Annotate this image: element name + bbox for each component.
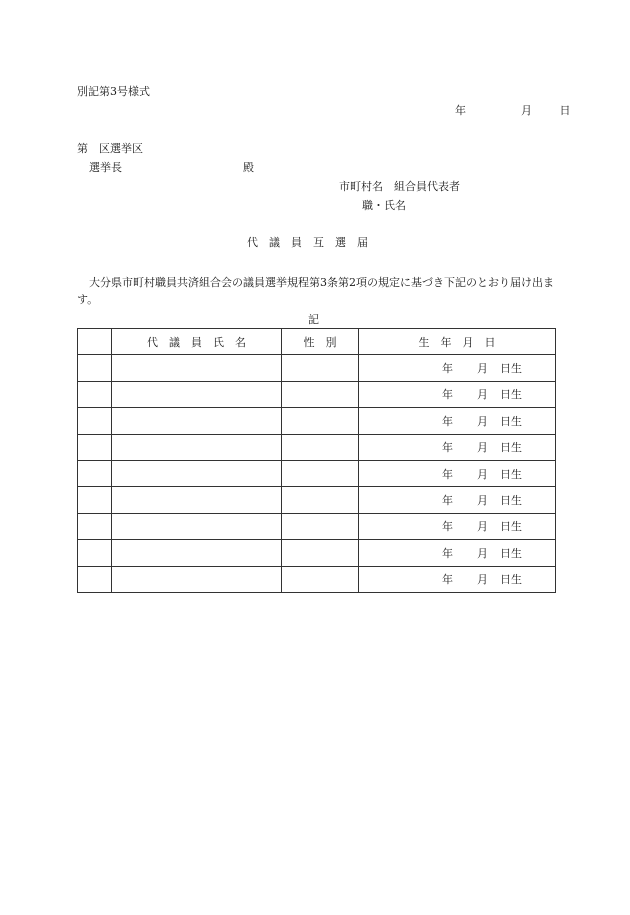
birthdate-cell[interactable] xyxy=(359,566,556,592)
dob-year-label: 年 xyxy=(442,362,453,376)
birthdate-cell[interactable] xyxy=(359,487,556,513)
sex-cell[interactable] xyxy=(282,408,359,434)
dob-day-label: 日生 xyxy=(500,546,522,560)
sex-cell[interactable] xyxy=(282,355,359,381)
dob-month-label: 月 xyxy=(477,546,488,560)
honorific-label: 殿 xyxy=(243,161,254,174)
dob-day-label: 日生 xyxy=(500,494,522,508)
sex-cell[interactable] xyxy=(282,460,359,486)
birthdate-cell[interactable] xyxy=(359,460,556,486)
dob-month-label: 月 xyxy=(477,467,488,481)
row-number-cell[interactable] xyxy=(78,513,112,539)
dob-month-label: 月 xyxy=(477,388,488,402)
table-row xyxy=(78,434,556,460)
dob-day-label: 日生 xyxy=(500,467,522,481)
sex-cell[interactable] xyxy=(282,381,359,407)
row-number-cell[interactable] xyxy=(78,566,112,592)
dob-year-label: 年 xyxy=(442,414,453,428)
delegate-name-cell[interactable] xyxy=(112,513,282,539)
header-sex: 性 別 xyxy=(282,329,359,355)
form-number-label: 別記第3号様式 xyxy=(77,85,150,98)
delegate-name-cell[interactable] xyxy=(112,460,282,486)
header-delegate-name: 代 議 員 氏 名 xyxy=(112,329,282,355)
sex-cell[interactable] xyxy=(282,434,359,460)
ki-marker: 記 xyxy=(308,313,319,326)
date-month-label: 月 xyxy=(521,104,532,117)
dob-month-label: 月 xyxy=(477,573,488,587)
dob-year-label: 年 xyxy=(442,520,453,534)
table-row xyxy=(78,381,556,407)
dob-month-label: 月 xyxy=(477,362,488,376)
row-number-cell[interactable] xyxy=(78,355,112,381)
row-number-cell[interactable] xyxy=(78,381,112,407)
birthdate-cell[interactable] xyxy=(359,540,556,566)
delegate-name-cell[interactable] xyxy=(112,540,282,566)
dob-day-label: 日生 xyxy=(500,573,522,587)
header-no xyxy=(78,329,112,355)
dob-year-label: 年 xyxy=(442,573,453,587)
dob-month-label: 月 xyxy=(477,441,488,455)
delegate-name-cell[interactable] xyxy=(112,566,282,592)
document-title: 代 議 員 互 選 届 xyxy=(247,236,368,249)
dob-month-label: 月 xyxy=(477,494,488,508)
delegate-name-cell[interactable] xyxy=(112,408,282,434)
dob-day-label: 日生 xyxy=(500,362,522,376)
row-number-cell[interactable] xyxy=(78,434,112,460)
dob-month-label: 月 xyxy=(477,414,488,428)
dob-day-label: 日生 xyxy=(500,414,522,428)
table-row xyxy=(78,460,556,486)
row-number-cell[interactable] xyxy=(78,408,112,434)
delegate-name-cell[interactable] xyxy=(112,487,282,513)
birthdate-cell[interactable] xyxy=(359,408,556,434)
delegate-name-cell[interactable] xyxy=(112,381,282,407)
dob-year-label: 年 xyxy=(442,441,453,455)
sender-municipality: 市町村名 組合員代表者 xyxy=(339,180,460,193)
row-number-cell[interactable] xyxy=(78,487,112,513)
election-district: 第 区選挙区 xyxy=(77,142,143,155)
dob-day-label: 日生 xyxy=(500,441,522,455)
row-number-cell[interactable] xyxy=(78,540,112,566)
birthdate-cell[interactable] xyxy=(359,434,556,460)
dob-day-label: 日生 xyxy=(500,520,522,534)
dob-year-label: 年 xyxy=(442,467,453,481)
birthdate-cell[interactable] xyxy=(359,513,556,539)
dob-day-label: 日生 xyxy=(500,388,522,402)
dob-year-label: 年 xyxy=(442,494,453,508)
table-header-row xyxy=(78,329,556,355)
table-row xyxy=(78,487,556,513)
table-row xyxy=(78,355,556,381)
delegate-name-cell[interactable] xyxy=(112,355,282,381)
delegate-name-cell[interactable] xyxy=(112,434,282,460)
submission-date xyxy=(455,104,571,118)
sex-cell[interactable] xyxy=(282,487,359,513)
row-number-cell[interactable] xyxy=(78,460,112,486)
sex-cell[interactable] xyxy=(282,566,359,592)
date-year-label: 年 xyxy=(455,104,466,117)
date-day-label: 日 xyxy=(559,104,571,117)
header-birthdate: 生 年 月 日 xyxy=(359,329,556,355)
sex-cell[interactable] xyxy=(282,513,359,539)
table-row xyxy=(78,566,556,592)
birthdate-cell[interactable] xyxy=(359,381,556,407)
table-row xyxy=(78,540,556,566)
delegate-table xyxy=(77,328,556,593)
dob-month-label: 月 xyxy=(477,520,488,534)
sender-title-name: 職・氏名 xyxy=(362,199,406,212)
dob-year-label: 年 xyxy=(442,388,453,402)
table-row xyxy=(78,513,556,539)
table-row xyxy=(78,408,556,434)
sex-cell[interactable] xyxy=(282,540,359,566)
election-chief-label: 選挙長 xyxy=(89,161,122,174)
dob-year-label: 年 xyxy=(442,546,453,560)
birthdate-cell[interactable] xyxy=(359,355,556,381)
body-paragraph: 大分県市町村職員共済組合会の議員選挙規程第3条第2項の規定に基づき下記のとおり届け出ます。 xyxy=(77,276,554,306)
